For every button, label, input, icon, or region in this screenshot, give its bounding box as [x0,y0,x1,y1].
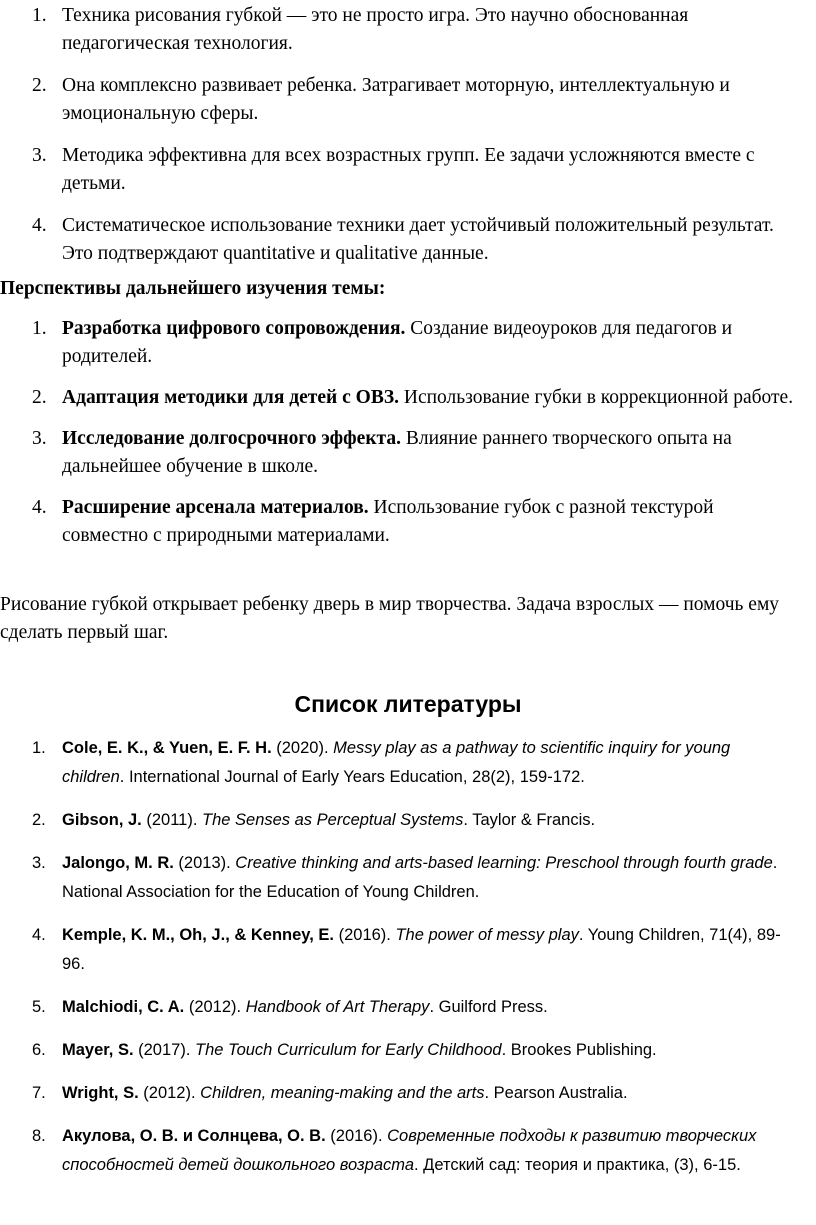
item-number: 4. [32,215,47,236]
reference-work: The Senses as Perceptual Systems [202,811,464,829]
item-number: 1. [32,739,46,757]
list-item [0,494,816,550]
item-number: 2. [32,75,47,96]
reference-source: . Pearson Australia. [484,1084,628,1102]
reference-authors: Gibson, J. [62,811,142,829]
perspectives-list [0,315,816,563]
reference-item [0,1036,816,1065]
reference-source: . Guilford Press. [429,998,548,1016]
item-number: 3. [32,428,47,449]
literature-title: Список литературы [294,691,522,717]
reference-work: Creative thinking and arts-based learning: Preschool through fourth grade [235,854,773,872]
item-number: 3. [32,854,46,872]
item-text: Влияние раннего творческого опыта на дальнейшее обучение в школе. [62,428,732,477]
reference-year: (2016). [334,926,396,944]
reference-source: . International Journal of Early Years Education, 28(2), 159-172. [119,768,585,786]
reference-item [0,806,816,835]
reference-item [0,921,816,979]
reference-item [0,849,816,907]
reference-item [0,1079,816,1108]
item-title: Расширение арсенала материалов. [62,497,369,518]
reference-item [0,734,816,792]
item-text: Использование губок с разной текстурой совместно с природными материалами. [62,497,714,546]
reference-item [0,1122,816,1180]
list-item [0,212,816,268]
item-title: Исследование долгосрочного эффекта. [62,428,401,449]
list-item [0,142,816,198]
reference-source: . Taylor & Francis. [463,811,596,829]
list-item [0,384,816,412]
item-text: Систематическое использование техники дает устойчивый положительный результат. Это подтверждают quantitative и qualitative данные. [62,215,774,264]
reference-work: Children, meaning-making and the arts [200,1084,485,1102]
reference-year: (2017). [133,1041,195,1059]
item-number: 2. [32,811,46,829]
reference-work: The Touch Curriculum for Early Childhood [195,1041,502,1059]
reference-year: (2016). [325,1127,388,1145]
item-number: 3. [32,145,47,166]
reference-work: Современные подходы к развитию творческих способностей детей дошкольного возраста [62,1127,757,1174]
reference-source: . National Association for the Education of Young Children. [62,854,778,901]
reference-source: . Young Children, 71(4), 89-96. [62,926,781,973]
item-text: Использование губки в коррекционной работе. [399,387,794,408]
item-number: 1. [32,318,47,339]
reference-authors: Kemple, K. M., Oh, J., & Kenney, E. [62,926,335,944]
list-item [0,425,816,481]
item-number: 4. [32,926,46,944]
item-number: 1. [32,5,47,26]
reference-authors: Mayer, S. [62,1041,134,1059]
item-title: Разработка цифрового сопровождения. [62,318,406,339]
item-number: 4. [32,497,47,518]
item-number: 7. [32,1084,46,1102]
reference-authors: Акулова, О. В. и Солнцева, О. В. [62,1127,326,1145]
reference-year: (2013). [173,854,236,872]
list-item [0,2,816,58]
item-number: 8. [32,1127,46,1145]
item-text: Создание видеоуроков для педагогов и родителей. [62,318,733,367]
reference-year: (2011). [141,811,202,829]
literature-list [0,734,816,1194]
reference-source: . Brookes Publishing. [501,1041,657,1059]
conclusions-list [0,2,816,282]
item-number: 2. [32,387,47,408]
reference-source: . Детский сад: теория и практика, (3), 6-15. [414,1156,741,1174]
reference-work: The power of messy play [395,926,579,944]
reference-authors: Jalongo, M. R. [62,854,174,872]
item-text: Техника рисования губкой — это не просто игра. Это научно обоснованная педагогическая технология. [62,5,689,54]
closing-paragraph: Рисование губкой открывает ребенку дверь в мир творчества. Задача взрослых — помочь ему сделать первый шаг. [0,594,780,643]
reference-year: (2020). [271,739,334,757]
item-title: Адаптация методики для детей с ОВЗ. [62,387,399,408]
reference-work: Handbook of Art Therapy [245,998,430,1016]
item-number: 5. [32,998,46,1016]
list-item [0,72,816,128]
list-item [0,315,816,371]
reference-authors: Malchiodi, C. A. [62,998,185,1016]
reference-year: (2012). [184,998,246,1016]
reference-year: (2012). [138,1084,201,1102]
item-text: Методика эффективна для всех возрастных групп. Ее задачи усложняются вместе с детьми. [62,145,755,194]
perspectives-heading: Перспективы дальнейшего изучения темы: [0,278,386,299]
reference-item [0,993,816,1022]
reference-authors: Wright, S. [62,1084,139,1102]
reference-work: Messy play as a pathway to scientific inquiry for young children [62,739,731,786]
reference-authors: Cole, E. K., & Yuen, E. F. H. [62,739,272,757]
item-number: 6. [32,1041,46,1059]
item-text: Она комплексно развивает ребенка. Затрагивает моторную, интеллектуальную и эмоциональную сферы. [62,75,730,124]
